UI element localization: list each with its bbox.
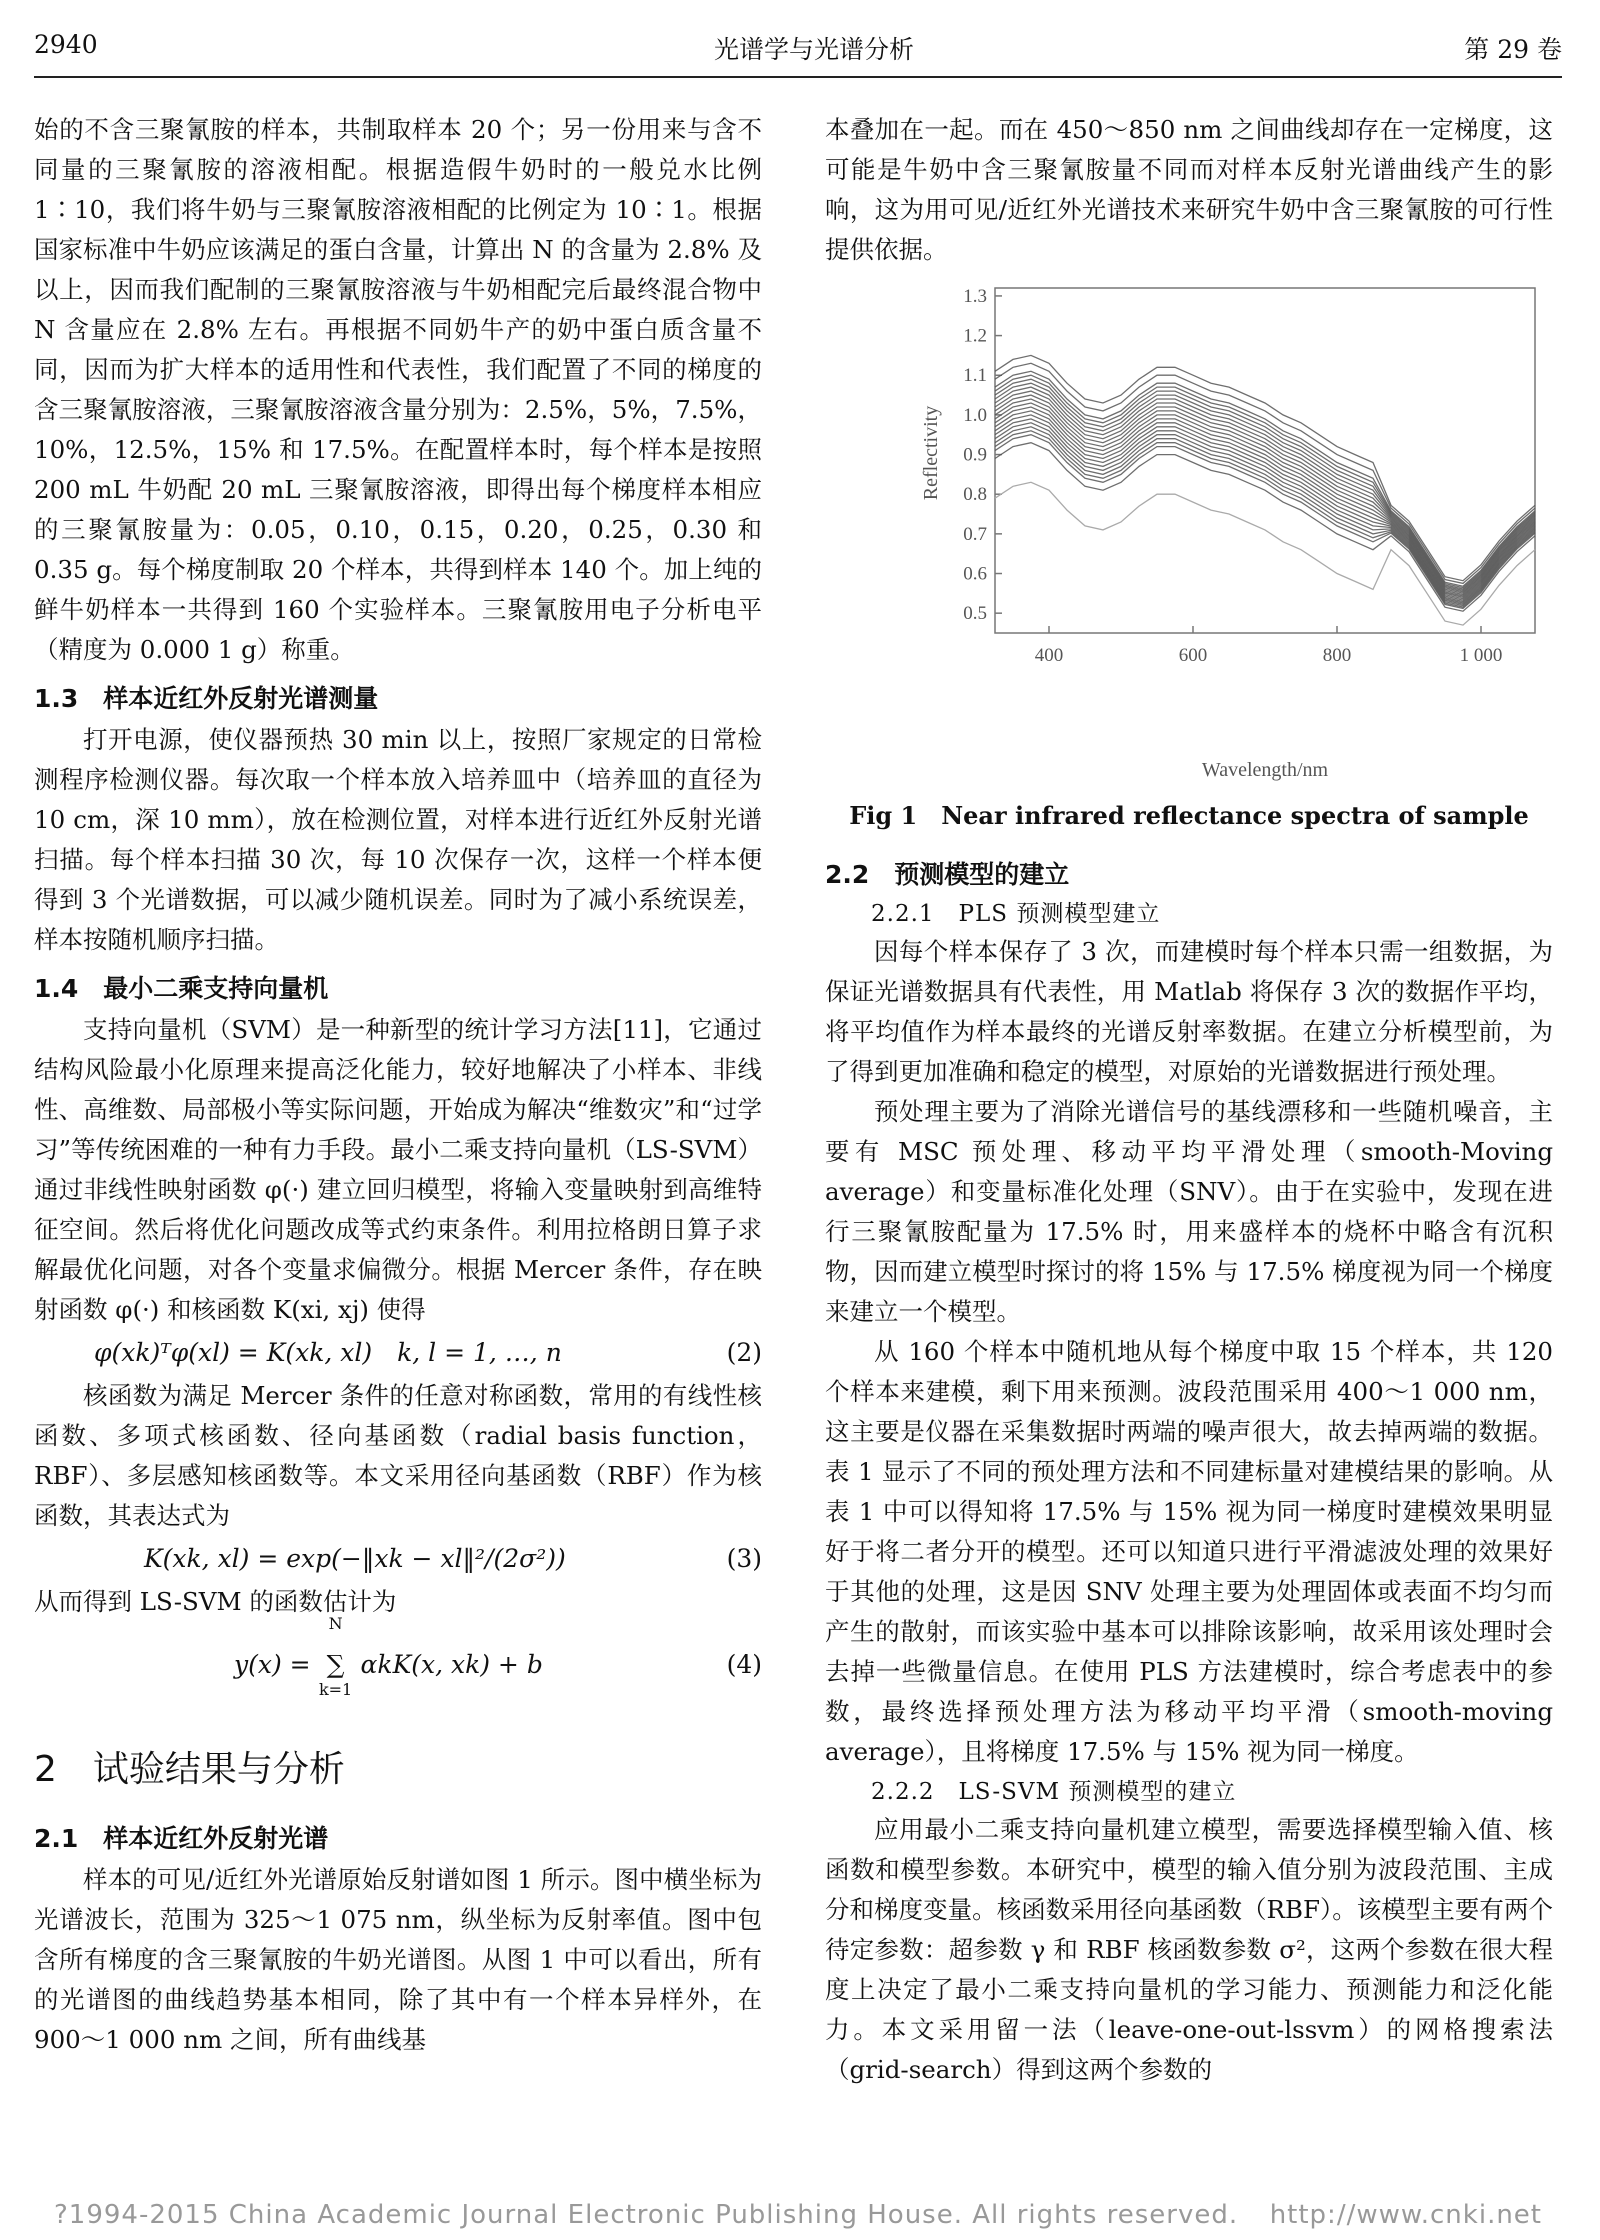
y-tick-label: 1.0 [963,404,987,426]
spectrum-line [995,363,1535,583]
y-tick-label: 0.8 [963,484,987,506]
header-rule [34,76,1562,78]
section-2-2-2-title: 2.2.2 LS-SVM 预测模型的建立 [871,1779,1237,1805]
y-tick-label: 0.7 [963,523,987,545]
paragraph-lssvm-intro: 支持向量机（SVM）是一种新型的统计学习方法[11]，它通过结构风险最小化原理来提高泛化能力，较好地解决了小样本、非线性、高维数、局部极小等实际问题，开始成为解决“维数灾”和“过学习”等传统困难的一种有力手段。最小二乘支持向量机（LS-SVM）通过非线性映射函数 φ(·) 建立回归模型，将输入变量映射到高维特征空间。然后将优化问题改成等式约束条件。利用拉格朗日算子求解最优化问题，对各个变量求偏微分。根据 Mercer 条件，存在映射函数 φ(·) 和核函数 K(xi, xj) 使得 [34,1015,762,1324]
summation-symbol [318,1614,353,1699]
section-2-title: 2 试验结果与分析 [34,1749,345,1790]
left-column [34,110,762,2060]
section-2-1-title: 2.1 样本近红外反射光谱 [34,1824,329,1853]
spectrum-line [995,431,1535,607]
x-tick-label: 800 [1322,645,1352,666]
spectrum-line [995,387,1535,592]
paragraph-model-samples: 从 160 个样本中随机地从每个梯度中取 15 个样本，共 120 个样本来建模，剩下用来预测。波段范围采用 400～1 000 nm，这主要是仪器在采集数据时两端的噪声很大，故去掉两端的数据。表 1 显示了不同的预处理方法和不同建标量对建模结果的影响。从表 1 中可以得知将 17.5% 与 15% 视为同一梯度时建模效果明显好于将二者分开的模型。还可以知道只进行平滑滤波处理的效果好于其他的处理，这是因 SNV 处理主要为处理固体或表面不均匀而产生的散射，而该实验中基本可以排除该影响，故采用该处理时会去掉一些微量信息。在使用 PLS 方法建模时，综合考虑表中的参数，最终选择预处理方法为移动平均平滑（smooth-moving average），且将梯度 17.5% 与 15% 视为同一梯度。 [825,1337,1553,1766]
paragraph-spectra-continued: 本叠加在一起。而在 450～850 nm 之间曲线却存在一定梯度，这可能是牛奶中含三聚氰胺量不同而对样本反射光谱曲线产生的影响，这为用可见/近红外光谱技术来研究牛奶中含三聚氰胺的可行性提供依据。 [825,115,1553,264]
section-1-3-title: 1.3 样本近红外反射光谱测量 [34,684,379,713]
equation-4-lhs: y(x) = [234,1650,319,1679]
spectrum-line [995,355,1535,580]
y-tick-label: 1.2 [963,325,987,347]
x-tick-label: 600 [1178,645,1208,666]
series-layer [995,355,1535,625]
y-tick-label: 1.1 [963,365,987,387]
section-2-2-1-title: 2.2.1 PLS 预测模型建立 [871,901,1161,927]
equation-4 [34,1614,762,1712]
section-1-4-title: 1.4 最小二乘支持向量机 [34,974,329,1003]
equation-3 [34,1536,762,1582]
page-number: 2940 [34,30,98,59]
equation-4-number: (4) [726,1650,762,1679]
y-axis-label: Reflectivity [920,405,942,501]
x-axis-label: Wavelength/nm [1201,759,1329,781]
footer-url: http://www.cnki.net [1269,2200,1542,2230]
paragraph-lssvm-estimate: 从而得到 LS-SVM 的函数估计为 [34,1587,397,1616]
equation-4-body [234,1614,543,1699]
spectrum-line [995,407,1535,599]
equation-3-number: (3) [726,1544,762,1573]
y-tick-label: 0.5 [963,603,987,625]
reflectance-chart [845,278,1545,788]
running-header [34,30,1562,74]
paragraph-nir-spectra: 样本的可见/近红外光谱原始反射谱如图 1 所示。图中横坐标为光谱波长，范围为 325～1 075 nm，纵坐标为反射率值。图中包含所有梯度的含三聚氰胺的牛奶光谱图。从图 1 中可以看出，所有的光谱图的曲线趋势基本相同，除了其中有一个样本异样外，在 900～1 000 nm 之间，所有曲线基 [34,1865,762,2054]
paragraph-preprocessing: 预处理主要为了消除光谱信号的基线漂移和一些随机噪音，主要有 MSC 预处理、移动平均平滑处理（smooth-Moving average）和变量标准化处理（SNV）。由于在实验中，发现在进行三聚氰胺配量为 17.5% 时，用来盛样本的烧杯中略含有沉积物，因而建立模型时探讨的将 15% 与 17.5% 梯度视为同一个梯度来建立一个模型。 [825,1097,1553,1326]
volume-label: 第 29 卷 [1464,35,1562,64]
equation-2-body: φ(xk)ᵀφ(xl) = K(xk, xl) k, l = 1, …, n [94,1338,562,1367]
section-2-2-title: 2.2 预测模型的建立 [825,860,1070,889]
equation-2 [34,1330,762,1376]
equation-4-rhs: αkK(x, xk) + b [360,1650,543,1679]
figure-1 [825,278,1553,798]
paragraph-sample-prep: 始的不含三聚氰胺的样本，共制取样本 20 个；另一份用来与含不同量的三聚氰胺的溶液相配。根据造假牛奶时的一般兑水比例 1∶10，我们将牛奶与三聚氰胺溶液相配的比例定为 10∶1。根据国家标准中牛奶应该满足的蛋白含量，计算出 N 的含量为 2.8% 及以上，因而我们配制的三聚氰胺溶液与牛奶相配完后最终混合物中 N 含量应在 2.8% 左右。再根据不同奶牛产的奶中蛋白质含量不同，因而为扩大样本的适用性和代表性，我们配置了不同的梯度的含三聚氰胺溶液，三聚氰胺溶液含量分别为：2.5%，5%，7.5%，10%，12.5%，15% 和 17.5%。在配置样本时，每个样本是按照 200 mL 牛奶配 20 mL 三聚氰胺溶液，即得出每个梯度样本相应的三聚氰胺量为：0.05，0.10，0.15，0.20，0.25，0.30 和 0.35 g。每个梯度制取 20 个样本，共得到样本 140 个。加上纯的鲜牛奶样本一共得到 160 个实验样本。三聚氰胺用电子分析电平（精度为 0.000 1 g）称重。 [34,115,762,664]
equation-2-number: (2) [726,1338,762,1367]
spectrum-line [995,391,1535,593]
spectrum-line [995,395,1535,594]
x-tick-label: 400 [1034,645,1064,666]
spectrum-line [995,403,1535,597]
equation-3-body: K(xk, xl) = exp(−‖xk − xl‖²/(2σ²)) [144,1544,566,1573]
spectrum-line [995,399,1535,596]
summation-lower: k=1 [318,1680,353,1699]
y-tick-label: 0.6 [963,563,987,585]
spectrum-line [995,435,1535,609]
figure-1-caption: Fig 1 Near infrared reflectance spectra of sample [849,801,1529,830]
right-column [825,110,1553,2090]
summation-upper: N [328,1614,343,1633]
paragraph-pls-averaging: 因每个样本保存了 3 次，而建模时每个样本只需一组数据，为保证光谱数据具有代表性，用 Matlab 将保存 3 次的数据作平均，将平均值作为样本最终的光谱反射率数据。在建立分析模型前，为了得到更加准确和稳定的模型，对原始的光谱数据进行预处理。 [825,937,1553,1086]
summation-sign: ∑ [326,1650,345,1679]
paragraph-lssvm-model: 应用最小二乘支持向量机建立模型，需要选择模型输入值、核函数和模型参数。本研究中，模型的输入值分别为波段范围、主成分和梯度变量。核函数采用径向基函数（RBF）。该模型主要有两个待定参数：超参数 γ 和 RBF 核函数参数 σ²，这两个参数在很大程度上决定了最小二乘支持向量机的学习能力、预测能力和泛化能力。本文采用留一法（leave-one-out-lssvm）的网格搜索法（grid-search）得到这两个参数的 [825,1815,1553,2084]
paragraph-kernel: 核函数为满足 Mercer 条件的任意对称函数，常用的有线性核函数、多项式核函数、径向基函数（radial basis function，RBF）、多层感知核函数等。本文采用径向基函数（RBF）作为核函数，其表达式为 [34,1381,762,1530]
paragraph-spectra-measurement: 打开电源，使仪器预热 30 min 以上，按照厂家规定的日常检测程序检测仪器。每次取一个样本放入培养皿中（培养皿的直径为 10 cm，深 10 mm），放在检测位置，对样本进行近红外反射光谱扫描。每个样本扫描 30 次，每 10 次保存一次，这样一个样本便得到 3 个光谱数据，可以减少随机误差。同时为了减小系统误差，样本按随机顺序扫描。 [34,725,762,954]
copyright-notice: ?1994-2015 China Academic Journal Electronic Publishing House. All rights reserved. [54,2200,1239,2230]
y-tick-label: 1.3 [963,285,987,307]
y-tick-label: 0.9 [963,444,987,466]
journal-title: 光谱学与光谱分析 [714,35,915,64]
x-tick-label: 1 000 [1459,645,1503,666]
